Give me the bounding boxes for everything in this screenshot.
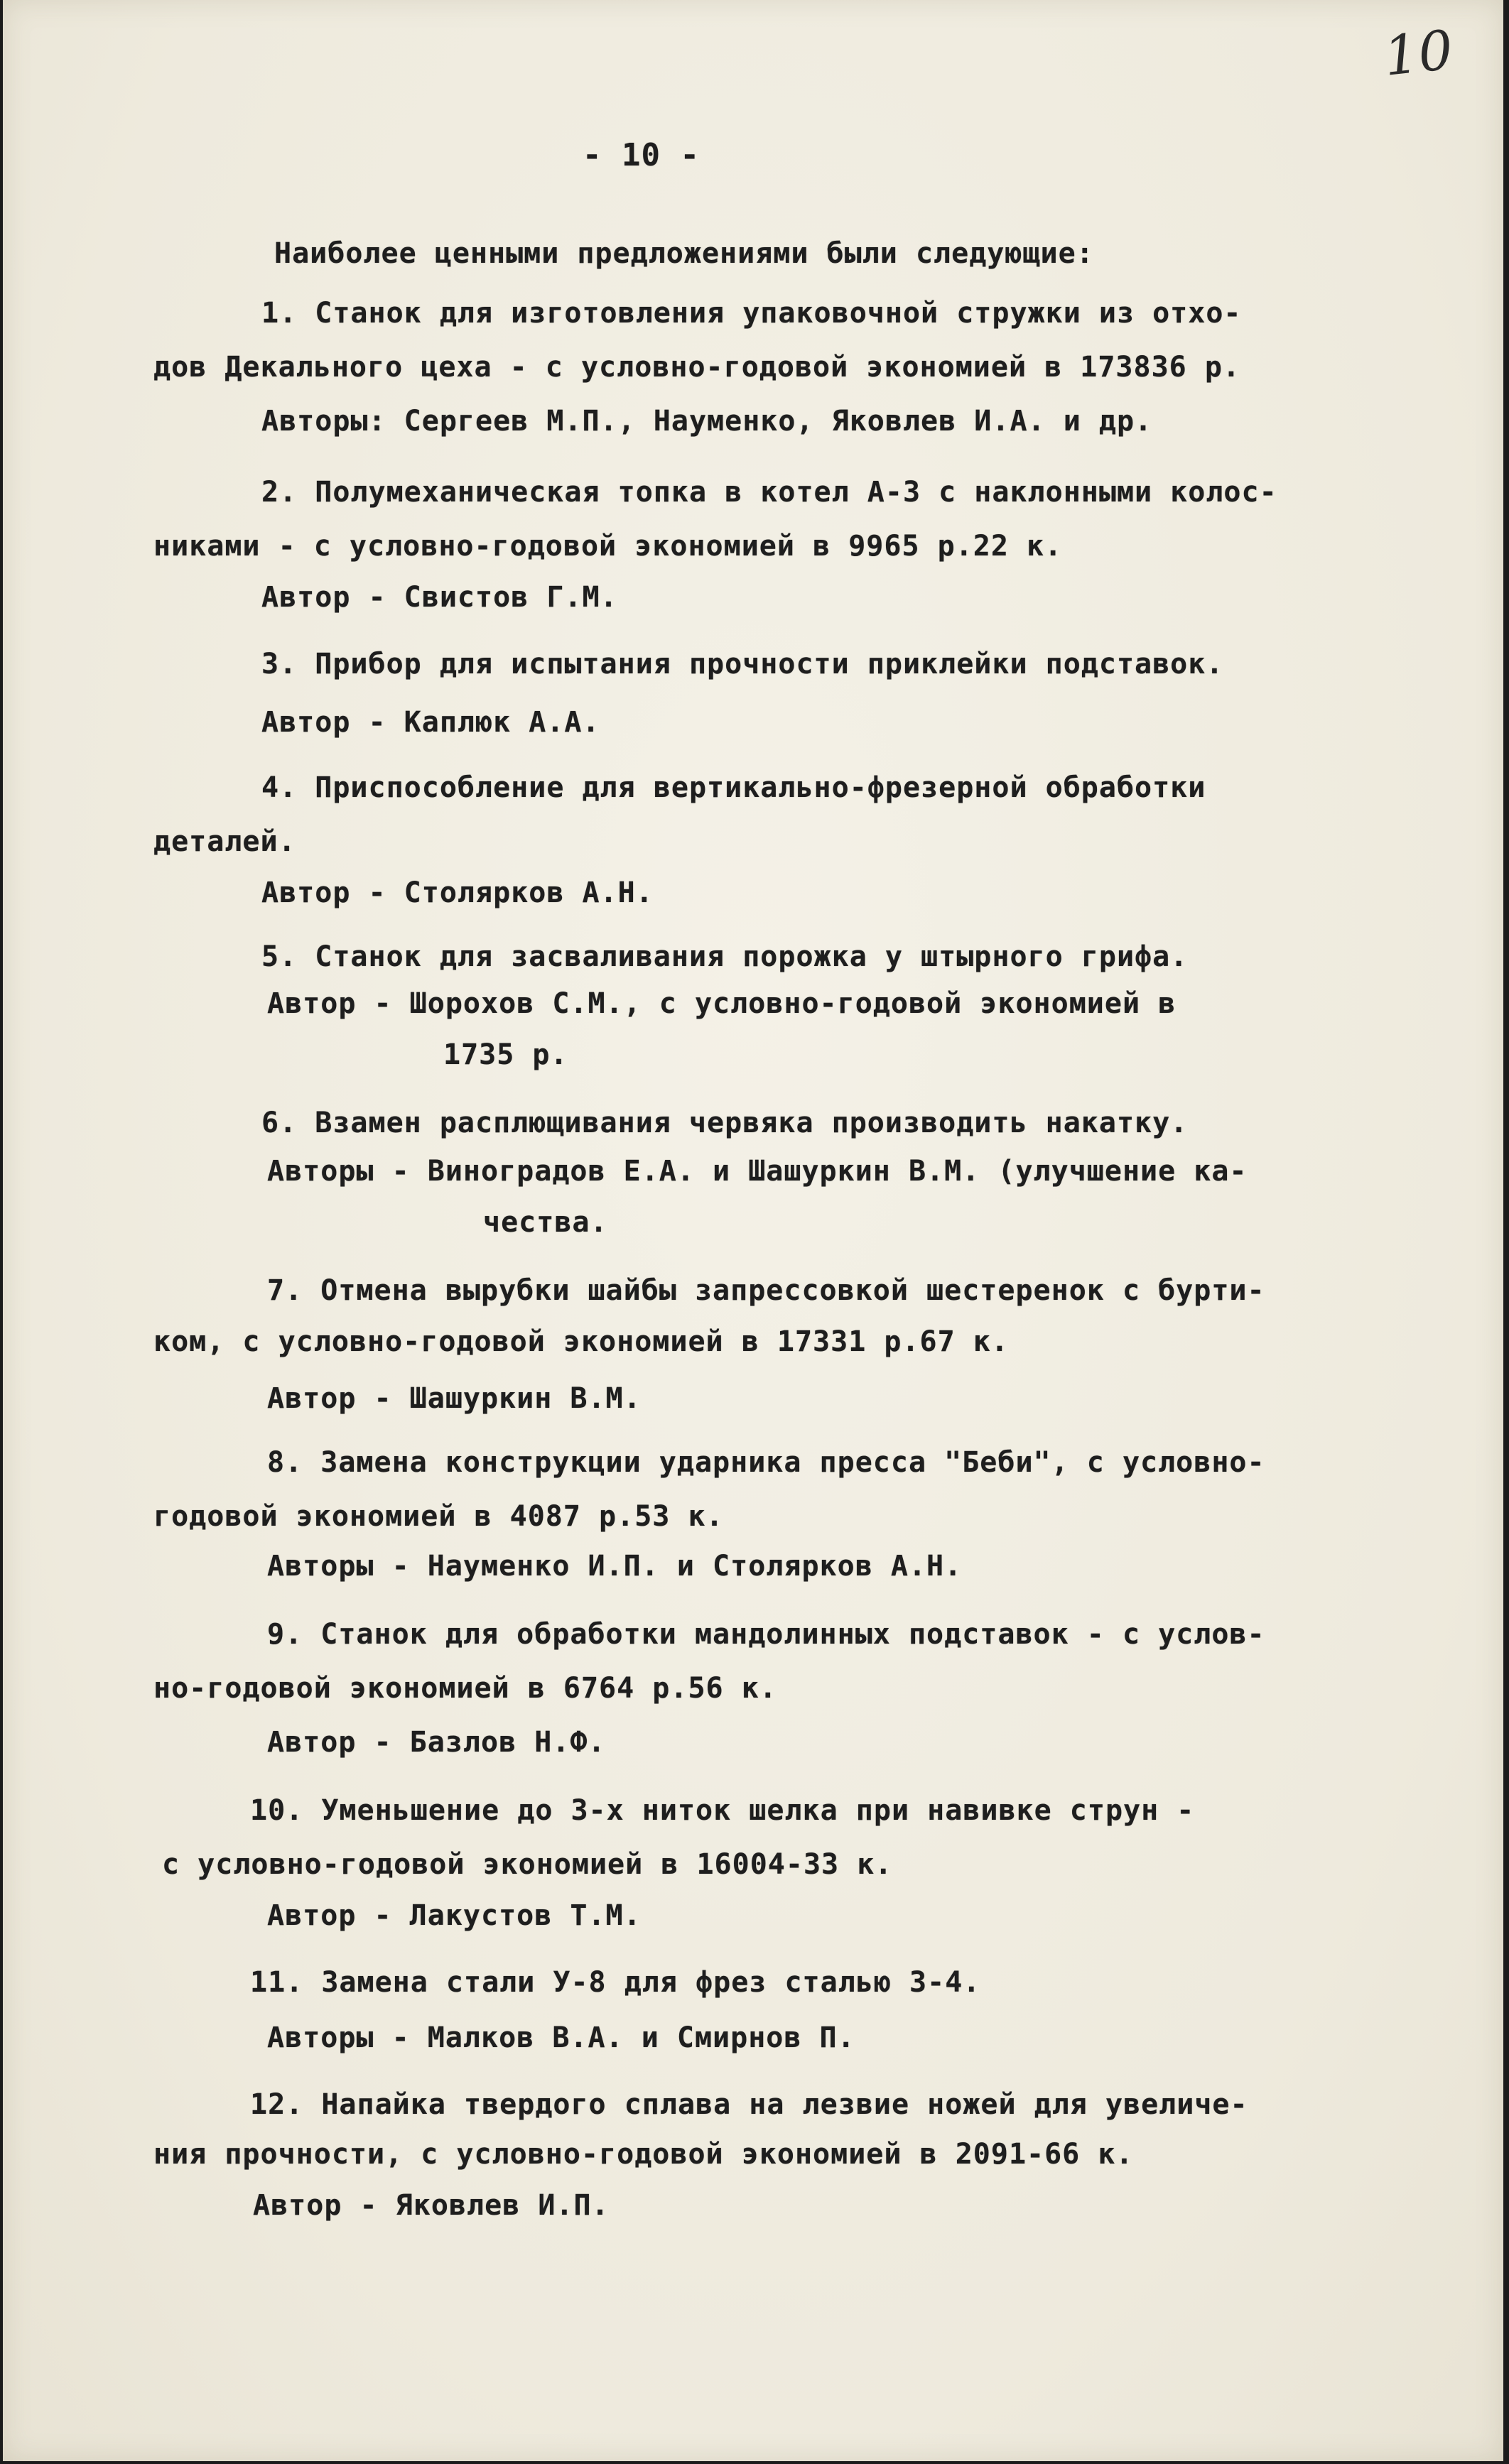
item-line: 8. Замена конструкции ударника пресса "Беби", с условно- — [267, 1446, 1265, 1479]
item-authors: Автор - Яковлев И.П. — [253, 2189, 610, 2222]
item-line: ком, с условно-годовой экономией в 17331 р.67 к. — [153, 1325, 1009, 1358]
item-authors: Авторы - Малков В.А. и Смирнов П. — [267, 2021, 855, 2054]
item-authors: Автор - Каплюк А.А. — [261, 706, 600, 739]
page-number: - 10 - — [583, 137, 700, 173]
item-line: 6. Взамен расплющивания червяка производить накатку. — [261, 1107, 1189, 1139]
item-authors: Автор - Лакустов Т.М. — [267, 1899, 642, 1932]
item-authors: Автор - Базлов Н.Ф. — [267, 1726, 606, 1759]
item-authors: Авторы: Сергеев М.П., Науменко, Яковлев И.А. и др. — [261, 405, 1153, 438]
item-line: 7. Отмена вырубки шайбы запрессовкой шестеренок с бурти- — [267, 1274, 1265, 1307]
item-line: 9. Станок для обработки мандолинных подставок - с услов- — [267, 1618, 1265, 1651]
item-line: 12. Напайка твердого сплава на лезвие ножей для увеличе- — [250, 2088, 1248, 2121]
item-authors: Автор - Шорохов С.М., с условно-годовой экономией в — [267, 987, 1177, 1020]
item-line: 5. Станок для засваливания порожка у штырного грифа. — [261, 940, 1189, 973]
item-authors: Авторы - Виноградов Е.А. и Шашуркин В.М. (улучшение ка- — [267, 1155, 1248, 1188]
item-line: дов Декального цеха - с условно-годовой экономией в 173836 р. — [153, 351, 1241, 384]
item-line: 2. Полумеханическая топка в котел А-3 с наклонными колос- — [261, 476, 1277, 509]
item-line: 10. Уменьшение до 3-х ниток шелка при навивке струн - — [250, 1794, 1195, 1827]
item-line: 11. Замена стали У-8 для фрез сталью 3-4. — [250, 1966, 981, 1999]
document-page — [3, 0, 1503, 2461]
item-authors: Автор - Шашуркин В.М. — [267, 1382, 642, 1415]
item-line: 4. Приспособление для вертикально-фрезерной обработки — [261, 771, 1206, 804]
item-authors: Автор - Столярков А.Н. — [261, 876, 654, 909]
item-line: никами - с условно-годовой экономией в 9965 р.22 к. — [153, 530, 1063, 563]
item-line: 1. Станок для изготовления упаковочной стружки из отхо- — [261, 297, 1242, 330]
item-line: но-годовой экономией в 6764 р.56 к. — [153, 1672, 777, 1705]
item-line: с условно-годовой экономией в 16004-33 к. — [162, 1848, 893, 1881]
item-line: 3. Прибор для испытания прочности приклейки подставок. — [261, 648, 1224, 680]
handwritten-page-mark: 10 — [1380, 18, 1456, 88]
item-line: ния прочности, с условно-годовой экономией в 2091-66 к. — [153, 2138, 1134, 2171]
item-line: чества. — [483, 1206, 608, 1239]
item-line: 1735 р. — [443, 1038, 568, 1071]
item-authors: Авторы - Науменко И.П. и Столярков А.Н. — [267, 1550, 963, 1583]
item-line: годовой экономией в 4087 р.53 к. — [153, 1500, 724, 1533]
item-authors: Автор - Свистов Г.М. — [261, 581, 618, 614]
item-line: деталей. — [153, 825, 296, 858]
intro-heading: Наиболее ценными предложениями были следующие: — [274, 237, 1094, 270]
